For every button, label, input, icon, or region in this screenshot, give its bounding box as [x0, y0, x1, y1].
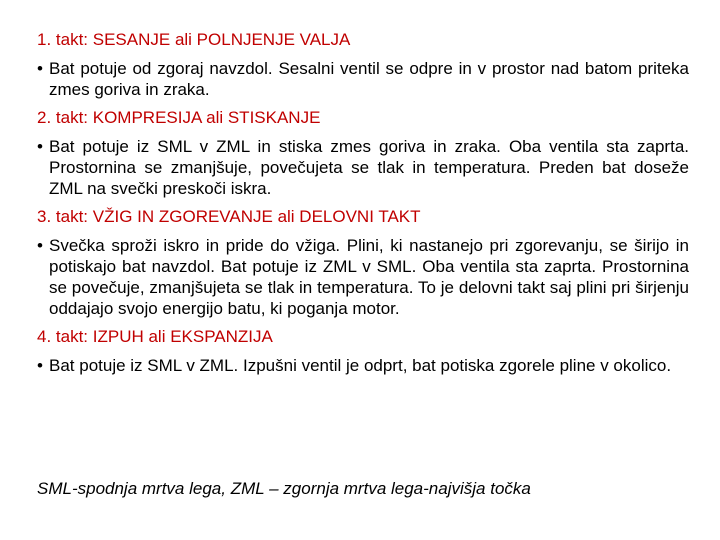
bullet-text: Svečka sproži iskro in pride do vžiga. Plini, ki nastanejo pri zgorevanju, se širijo in potiskajo bat navzdol. Bat potuje iz ZML v SML. Oba ventila sta zaprta. Prostornina se povečuje, zmanjšujeta se tlak in temperatura. To je delovni takt saj plini pri širjenju oddajajo svojo energijo batu, ki poganja motor.: [49, 236, 689, 318]
bullet-item-intake: [37, 58, 689, 100]
bullet-text: Bat potuje od zgoraj navzdol. Sesalni ventil se odpre in v prostor nad batom priteka zmes goriva in zraka.: [49, 59, 689, 99]
bullet-item-ignition: [37, 235, 689, 319]
bullet-icon: •: [37, 356, 43, 375]
bullet-text: Bat potuje iz SML v ZML. Izpušni ventil je odprt, bat potiska zgorele pline v okolico.: [49, 356, 672, 375]
section-heading-intake: 1. takt: SESANJE ali POLNJENJE VALJA: [37, 30, 351, 49]
bullet-icon: •: [37, 236, 43, 255]
bullet-item-exhaust: [37, 355, 689, 376]
bullet-item-compression: [37, 136, 689, 199]
section-heading-compression: 2. takt: KOMPRESIJA ali STISKANJE: [37, 108, 321, 127]
section-heading-exhaust: 4. takt: IZPUH ali EKSPANZIJA: [37, 327, 273, 346]
bullet-icon: •: [37, 137, 43, 156]
bullet-text: Bat potuje iz SML v ZML in stiska zmes goriva in zraka. Oba ventila sta zaprta. Prostornina se zmanjšuje, povečujeta se tlak in temperatura. Preden bat doseže ZML na svečki preskoči iskra.: [49, 137, 689, 198]
section-heading-ignition: 3. takt: VŽIG IN ZGOREVANJE ali DELOVNI TAKT: [37, 207, 421, 226]
slide-content: [37, 28, 689, 382]
footnote-legend: SML-spodnja mrtva lega, ZML – zgornja mrtva lega-najvišja točka: [37, 479, 531, 498]
bullet-icon: •: [37, 59, 43, 78]
